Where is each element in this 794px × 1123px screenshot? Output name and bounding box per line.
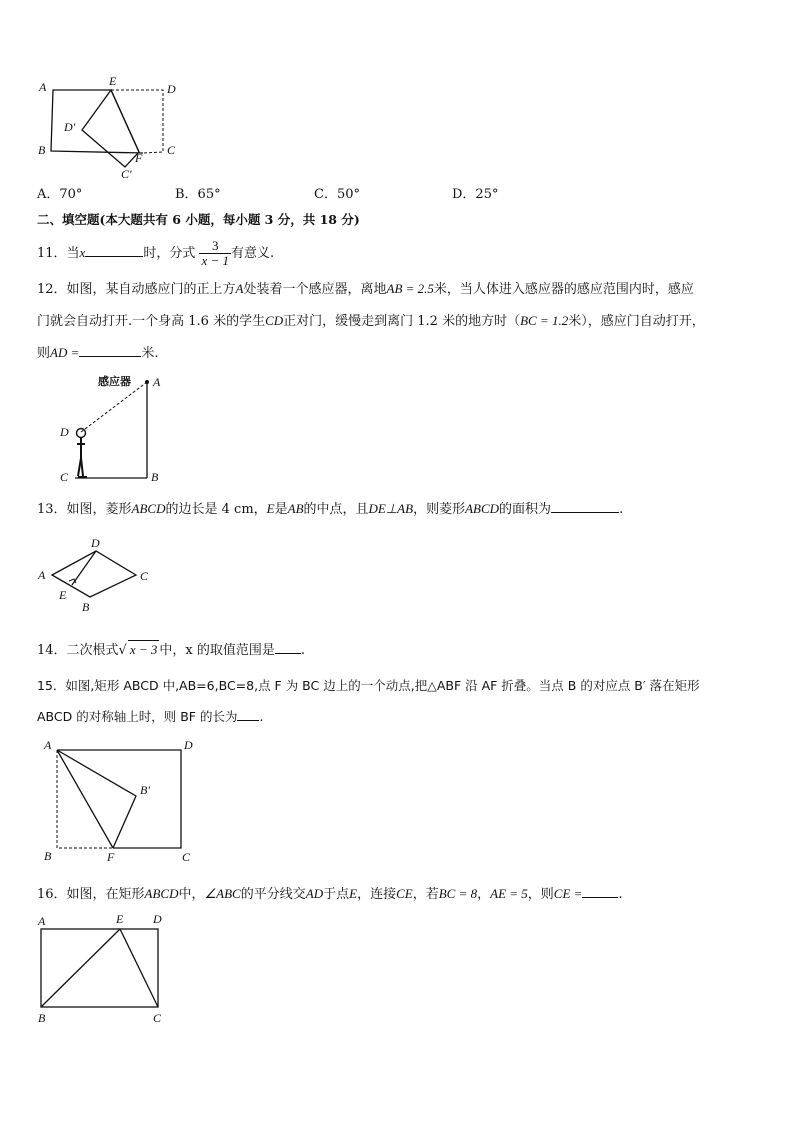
q13-text: . (619, 502, 624, 517)
q14-text: 14．二次根式 (37, 643, 119, 658)
q10-option-b: B．65° (175, 187, 221, 202)
q12-line2 (37, 312, 705, 331)
q16-text: ，连接 (357, 887, 397, 902)
q16-text: 的平分线交 (240, 887, 306, 902)
q12-person-icon (77, 429, 88, 478)
q15-label-B: B (44, 849, 52, 863)
q13-text: 的面积为 (499, 502, 552, 517)
q14-text: 中，x 的取值范围是 (159, 643, 275, 658)
q12-var-AB: AB = 2.5 (386, 281, 434, 296)
q12-blank (79, 343, 141, 357)
q10-label-Cp: C′ (121, 167, 132, 181)
q11 (37, 236, 274, 271)
q16-label-A: A (38, 914, 46, 928)
q12-var-A: A (235, 281, 244, 296)
q10-option-a: A．70° (37, 187, 83, 202)
q16-label-B: B (38, 1011, 46, 1025)
q10-folded-shape (82, 90, 139, 167)
q15-text: ABCD 的对称轴上时，则 BF 的长为 (37, 709, 238, 724)
q16-blank (582, 884, 618, 898)
q16-var: E (349, 886, 358, 901)
q16-var: ∠ABC (204, 886, 241, 901)
q13-var: AB (287, 501, 304, 516)
q11-frac-den: x − 1 (201, 253, 230, 268)
q15-text: . (259, 709, 264, 724)
q10-option-c: C．50° (314, 187, 360, 202)
q16-text: 于点 (323, 887, 350, 902)
q16-var: BC = 8 (438, 886, 478, 901)
q16-label-C: C (153, 1011, 162, 1025)
q12-text: 米. (141, 346, 159, 361)
q10-figure (34, 74, 184, 184)
q13-label-B: B (82, 600, 90, 614)
q12-line1 (37, 280, 694, 299)
q12-label-C: C (60, 470, 69, 484)
q10-label-E: E (109, 74, 117, 88)
q12-text: 米），感应门自动打开， (568, 314, 705, 329)
q11-fraction (199, 239, 231, 268)
q12-label-B: B (151, 470, 159, 484)
q10-option-d: D．25° (452, 187, 499, 202)
q16-text: 中， (178, 887, 205, 902)
q15-label-C: C (182, 850, 191, 864)
q16-var: CE = (553, 886, 583, 901)
q12-var-BC: BC = 1.2 (520, 313, 569, 328)
q11-blank (85, 243, 143, 257)
q15-line1: 15．如图,矩形 ABCD 中,AB=6,BC=8,点 F 为 BC 边上的一个动点,把△ABF 沿 AF 折叠。当点 B 的对应点 B′ 落在矩形 (37, 678, 700, 693)
q16-text: ， (477, 887, 491, 902)
q13-text: 的中点，且 (303, 502, 369, 517)
q10-label-C: C (167, 143, 176, 157)
q13-text: 的边长是 4 cm， (165, 502, 267, 517)
q13-blank (551, 499, 619, 513)
q12-text: 12．如图，某自动感应门的正上方 (37, 282, 236, 297)
q16-text: 16．如图，在矩形 (37, 887, 145, 902)
q11-mid: 时，分式 (143, 246, 196, 261)
q16-var: CE (396, 886, 413, 901)
q12-var-AD: AD = (50, 345, 80, 360)
q12-text: 处装着一个感应器，离地 (243, 282, 387, 297)
q13-text: 是 (274, 502, 288, 517)
q16-line (37, 884, 623, 904)
q14-line (37, 640, 305, 660)
q13-figure (34, 533, 164, 615)
q10-label-B: B (38, 143, 46, 157)
q12-var-CD: CD (265, 313, 284, 328)
q11-frac-num: 3 (199, 239, 231, 254)
q11-prefix: 11．当 (37, 246, 80, 261)
q12-label-D: D (60, 425, 69, 439)
q12-text: 米，当人体进入感应器的感应范围内时，感应 (433, 282, 694, 297)
q15-blank (237, 707, 259, 721)
q13-var: E (266, 501, 275, 516)
q16-text: ，若 (412, 887, 439, 902)
q12-text: 门就会自动打开.一个身高 1.6 米的学生 (37, 314, 266, 329)
q13-text: ，则菱形 (413, 502, 466, 517)
q15-line2 (37, 707, 263, 726)
q16-text: ，则 (527, 887, 554, 902)
q12-text: 正对门，缓慢走到离门 1.2 米的地方时（ (283, 314, 521, 329)
q15-label-D: D (184, 738, 193, 752)
q12-figure (50, 370, 180, 488)
q12-line3 (37, 343, 159, 363)
q16-label-D: D (153, 912, 162, 926)
q14-radicand: x − 3 (129, 642, 158, 657)
q13-label-E: E (59, 588, 67, 602)
q15-figure (34, 735, 204, 867)
q16-label-E: E (116, 912, 124, 926)
q13-var: ABCD (465, 501, 500, 516)
q16-var: ABCD (144, 886, 179, 901)
q10-label-F: F (135, 151, 143, 165)
q13-var: DE⊥AB (368, 501, 414, 516)
q12-sensor-label: 感应器 (98, 375, 131, 388)
q10-label-A: A (39, 80, 47, 94)
q16-var: AE = 5 (490, 886, 528, 901)
q10-dashed-rect (111, 90, 163, 153)
q14-radical-icon: √ (118, 643, 127, 658)
q14-text: . (300, 643, 305, 658)
q15-label-F: F (107, 850, 115, 864)
q16-figure (34, 910, 174, 1028)
q13-text: 13．如图，菱形 (37, 502, 132, 517)
q15-label-Bp: B′ (140, 783, 150, 797)
q12-label-A: A (153, 375, 161, 389)
q11-var: x (79, 245, 86, 260)
q15-label-A: A (44, 738, 52, 752)
q13-label-C: C (140, 569, 149, 583)
q13-var: ABCD (131, 501, 166, 516)
q10-label-D: D (167, 82, 176, 96)
q10-label-Dp: D′ (64, 120, 76, 134)
q14-blank (275, 640, 301, 654)
q13-label-D: D (91, 536, 100, 550)
section2-heading: 二、填空题(本大题共有 6 小题，每小题 3 分，共 18 分) (37, 212, 360, 227)
q13-line (37, 499, 623, 519)
q11-suffix: 有意义. (231, 246, 275, 261)
q16-text: . (618, 887, 623, 902)
q13-label-A: A (38, 568, 46, 582)
q12-text: 则 (37, 346, 51, 361)
q16-var: AD (305, 886, 324, 901)
